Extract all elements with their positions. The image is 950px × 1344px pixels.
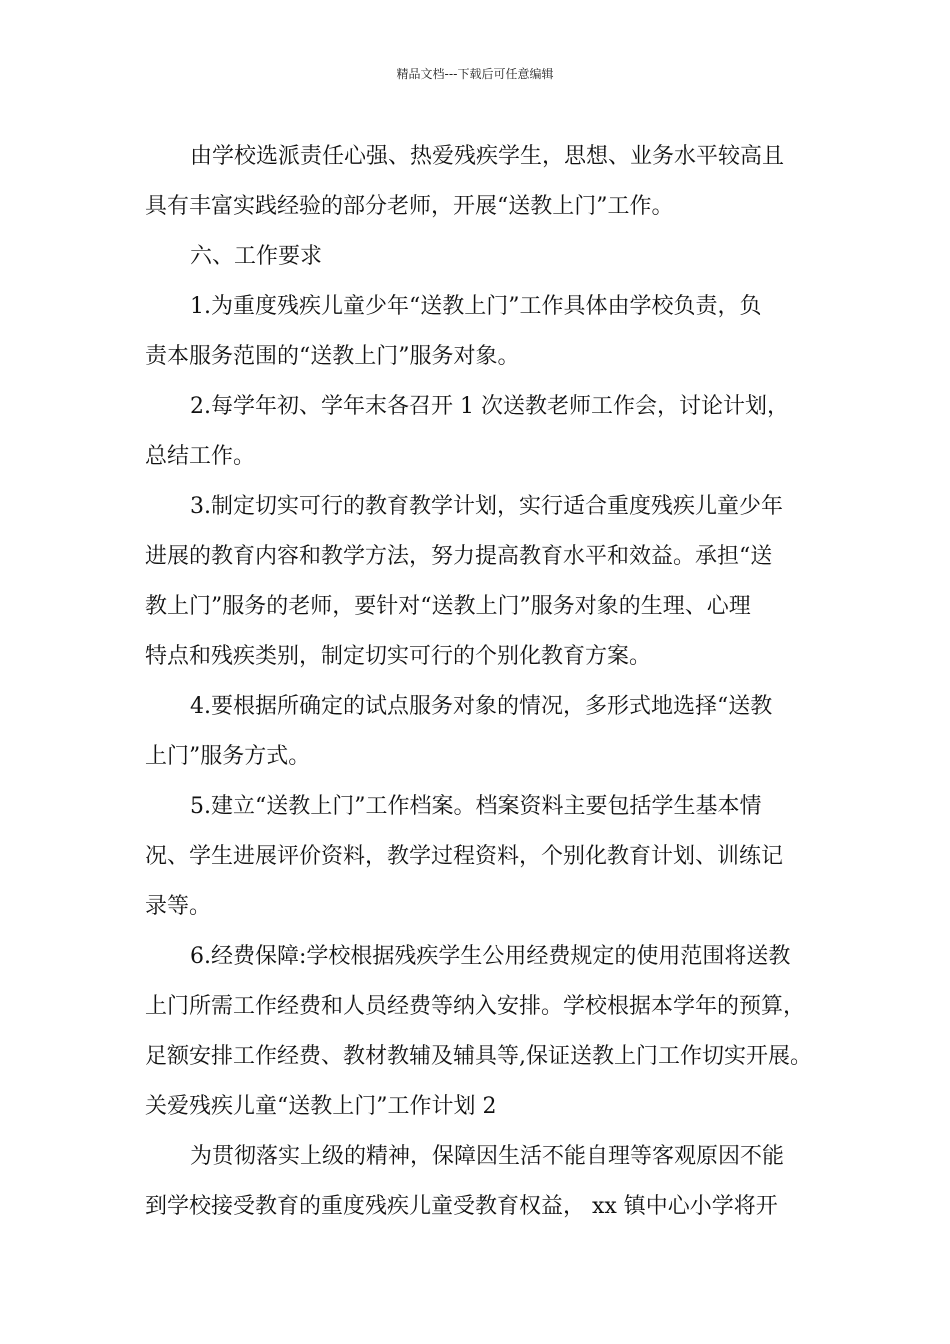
text-line: 3.制定切实可行的教育教学计划，实行适合重度残疾儿童少年 [190,494,783,519]
text-line: 特点和残疾类别，制定切实可行的个别化教育方案。 [145,644,652,669]
text-line: 6.经费保障:学校根据残疾学生公用经费规定的使用范围将送教 [190,944,791,969]
text-line: 关爱残疾儿童“送教上门”工作计划 2 [145,1094,497,1119]
text-line: 1.为重度残疾儿童少年“送教上门”工作具体由学校负责，负 [190,294,762,319]
text-line: 由学校选派责任心强、热爱残疾学生，思想、业务水平较高且 [190,144,785,169]
text-line: 录等。 [145,894,212,919]
text-line: 责本服务范围的“送教上门”服务对象。 [145,344,520,369]
text-line: 足额安排工作经费、教材教辅及辅具等,保证送教上门工作切实开展。 [145,1044,812,1069]
text-line: 具有丰富实践经验的部分老师，开展“送教上门”工作。 [145,194,674,219]
text-line: 到学校接受教育的重度残疾儿童受教育权益， xx 镇中心小学将开 [145,1194,778,1219]
text-line: 况、学生进展评价资料，教学过程资料，个别化教育计划、训练记 [145,844,784,869]
text-line: 上门所需工作经费和人员经费等纳入安排。学校根据本学年的预算， [145,994,806,1019]
text-line: 5.建立“送教上门”工作档案。档案资料主要包括学生基本情 [190,794,762,819]
text-line: 2.每学年初、学年末各召开 1 次送教老师工作会，讨论计划， [190,394,789,419]
text-line: 教上门”服务的老师，要针对“送教上门”服务对象的生理、心理 [145,594,751,619]
page-header: 精品文档---下载后可任意编辑 [396,67,554,81]
text-line: 六、工作要求 [190,244,323,269]
text-line: 4.要根据所确定的试点服务对象的情况，多形式地选择“送教 [190,694,773,719]
text-line: 上门”服务方式。 [145,744,311,769]
text-line: 进展的教育内容和教学方法，努力提高教育水平和效益。承担“送 [145,544,773,569]
text-line: 总结工作。 [145,444,256,469]
text-line: 为贯彻落实上级的精神，保障因生活不能自理等客观原因不能 [190,1144,785,1169]
document-body [145,132,825,1232]
